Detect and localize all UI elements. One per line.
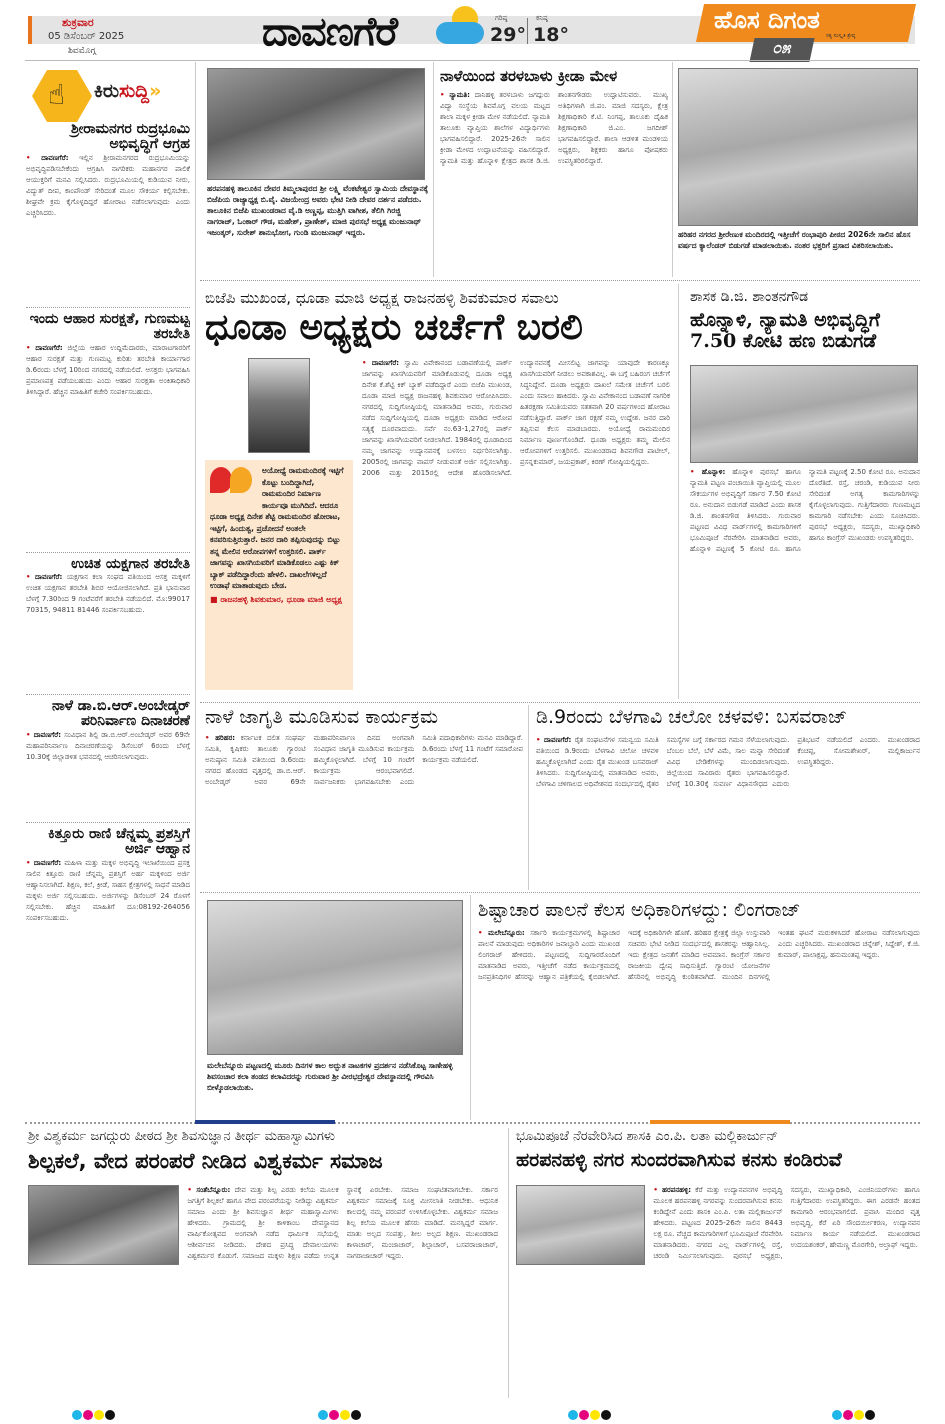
- brief-title: ಉಚಿತ ಯಕ್ಷಗಾನ ತರಬೇತಿ: [71, 555, 190, 572]
- quote-by: ರಾಜನಹಳ್ಳಿ ಶಿವಕುಮಾರ, ಧೂಡಾ ಮಾಜಿ ಅಧ್ಯಕ್ಷ: [220, 594, 343, 604]
- brief-item: [26, 557, 190, 690]
- brief-item: [26, 122, 190, 303]
- brief-dateline: • ದಾವಣಗೆರೆ:: [26, 859, 61, 867]
- brief-dateline: • ದಾವಣಗೆರೆ:: [26, 154, 69, 162]
- column-divider: [528, 705, 529, 890]
- story-headline: ಶಿಷ್ಟಾಚಾರ ಪಾಲನೆ ಕೆಲಸ ಅಧಿಕಾರಿಗಳದ್ದು: ಲಿಂಗರಾಜ್: [478, 899, 801, 921]
- kiru-suddi-list: [26, 122, 190, 1122]
- brief-dateline: • ದಾವಣಗೆರೆ:: [26, 731, 61, 739]
- quote-text: ಅಯೋಧ್ಯೆ ರಾಮಮಂದಿರಕ್ಕೆ ಇಟ್ಟಿಗೆ ಕೊಟ್ಟು ಬಂದಿದ್ದಾಗಿದೆ, ರಾಮಮಂದಿರ ನಿರ್ಮಾಣ ಕಾರ್ಯವೂ ಮುಗಿದಿದೆ. ಆದರೂ ಧೂಡಾ ಅಧ್ಯಕ್ಷ ದಿನೇಶ ಶೆಟ್ಟಿ ರಾಮಮಂದಿರ ಹೋರಾಟ, ಇಟ್ಟಿಗೆ, ಹಿಂದುತ್ವ, ಪ್ರಚೋದನೆ ಅಂತಲೇ ಕನವರಿಸುತ್ತಿರುತ್ತಾರೆ. ಜನರ ದಾರಿ ತಪ್ಪಿಸುವುದನ್ನು ಬಿಟ್ಟು ತನ್ನ ಮೇಲಿನ ಆರೋಪಗಳಿಗೆ ಉತ್ತರಿಸಲಿ. ಪಾರ್ಕ್ ಜಾಗವನ್ನು ಖಾಸಗಿಯವರಿಗೆ ಮಾಡಿಕೊಡಲು ಎಷ್ಟು ಕಿಕ್ ಬ್ಯಾಕ್ ಪಡೆದಿದ್ದಾರೆಂದು ಹೇಳಲಿ. ದಾಖಲೆಗಳಿಲ್ಲದೆ ಉಡಾಫೆ ಮಾತಾಡುವುದು ಬೇಡ.: [210, 466, 344, 590]
- lead-kicker: ಬಿಜೆಪಿ ಮುಖಂಡ, ಧೂಡಾ ಮಾಜಿ ಅಧ್ಯಕ್ಷ ರಾಜನಹಳ್ಳಿ ಶಿವಕುಮಾರ ಸವಾಲು: [205, 289, 559, 307]
- cmyk-registration-marks: [72, 1405, 116, 1424]
- column-divider: [672, 62, 673, 277]
- lead-dateline: • ದಾವಣಗೆರೆ:: [362, 359, 399, 367]
- quote-mark-icon: [210, 465, 262, 501]
- story-headline: ಹರಪನಹಳ್ಳಿ ನಗರ ಸುಂದರವಾಗಿಸುವ ಕನಸು ಕಂಡಿರುವೆ: [516, 1149, 842, 1171]
- max-temp: 29°: [490, 24, 526, 46]
- story-text: ದೇವ ಮತ್ತು ಶಿಲ್ಪ ಎರಡು ಕಲೆಯ ಮೂಲಕ ಜಗತ್ತಿಗೆ ಶಿಲ್ಪಕಲೆ ಹಾಗೂ ವೇದ ಪರಂಪರೆಯನ್ನು ನೀಡಿದ್ದು ವಿಶ್ವಕರ್ಮ ಸಮಾಜ ಎಂದು ಶ್ರೀ ಶಿವಸುಜ್ಞಾನ ತೀರ್ಥ ಮಹಾಸ್ವಾಮಿಗಳು ಹೇಳಿದರು. ಗ್ರಾಮದಲ್ಲಿ ಶ್ರೀ ಕಾಳಿಕಾಂಬ ದೇವಸ್ಥಾನದ ವಾರ್ಷಿಕೋತ್ಸವದ ಅಂಗವಾಗಿ ನಡೆದ ಧಾರ್ಮಿಕ ಸಭೆಯಲ್ಲಿ ಆಶೀರ್ವಚನ ನೀಡಿದರು. ದೇಶದ ಪ್ರಸಿದ್ಧ ದೇವಾಲಯಗಳು ವಿಶ್ವಕರ್ಮರ ಕೊಡುಗೆ. ಸಮಾಜದ ಮಕ್ಕಳು ಶಿಕ್ಷಣ ಪಡೆದು ಉನ್ನತ ಸ್ಥಾನಕ್ಕೆ ಏರಬೇಕು. ಸಮಾಜ ಸಂಘಟಿತವಾಗಬೇಕು. ಸರ್ಕಾರ ವಿಶ್ವಕರ್ಮ ಸಮಾಜಕ್ಕೆ ಸೂಕ್ತ ಮೀಸಲಾತಿ ನೀಡಬೇಕು. ಆಧುನಿಕ ಕಾಲದಲ್ಲಿ ನಮ್ಮ ಪರಂಪರೆ ಉಳಿಸಿಕೊಳ್ಳಬೇಕು. ವಿಶ್ವಕರ್ಮ ಸಮಾಜ ಶಿಲ್ಪ ಕಲೆಯ ಮೂಲಕ ಹೆಸರು ಮಾಡಿದೆ. ಮನಸ್ಸಿದ್ದರೆ ಮಾರ್ಗ. ಮಾತು ಅಲ್ಪದ ಸಂಪತ್ತು, ಶೀಲ ಅಲ್ಪದ ಶಿಕ್ಷಣ. ಮುಖಂಡರಾದ ಕಾಳಾಚಾರ್, ಮಂಜಾಚಾರ್, ಶಿಲ್ಪಾಚಾರ್, ಬಸವರಾಜಾಚಾರ್, ನಾಗರಾಜಾಚಾರ್ ಇದ್ದರು.: [187, 1186, 498, 1260]
- story-dateline: • ದಾವಣಗೆರೆ:: [536, 736, 571, 744]
- story-headline: ಡಿ.9ರಂದು ಬೆಳಗಾವಿ ಚಲೋ ಚಳವಳಿ: ಬಸವರಾಜ್: [536, 706, 848, 728]
- story-kicker: ಭೂಮಿಪೂಜೆ ನೆರವೇರಿಸಿದ ಶಾಸಕಿ ಎಂ.ಪಿ. ಲತಾ ಮಲ್ಲಿಕಾರ್ಜುನ್: [516, 1129, 778, 1144]
- temp-divider: [527, 18, 528, 44]
- story-text: ಕರ್ನಾಟಕ ದಲಿತ ಸಂಘರ್ಷ ಸಮಿತಿ, ಕೃಷಿಕರು ತಾಲೂಕು ಗ್ಯಾರಂಟಿ ಅನುಷ್ಠಾನ ಸಮಿತಿ ವತಿಯಿಂದ ಡಿ.6ರಂದು ನಗರದ ಹೊಂಡದ ವೃತ್ತದಲ್ಲಿ ಡಾ.ಬಿ.ಆರ್. ಅಂಬೇಡ್ಕರ್ ಅವರ 69ನೇ ಮಹಾಪರಿನಿರ್ವಾಣ ದಿನದ ಅಂಗವಾಗಿ ಸಂವಿಧಾನ ಜಾಗೃತಿ ಮೂಡಿಸುವ ಕಾರ್ಯಕ್ರಮ ಹಮ್ಮಿಕೊಳ್ಳಲಾಗಿದೆ. ಬೆಳಗ್ಗೆ 10 ಗಂಟೆಗೆ ಕಾರ್ಯಕ್ರಮ ಆರಂಭವಾಗಲಿದೆ. ಸಾರ್ವಜನಿಕರು ಭಾಗವಹಿಸಬೇಕು ಎಂದು ಸಮಿತಿ ಪದಾಧಿಕಾರಿಗಳು ಮನವಿ ಮಾಡಿದ್ದಾರೆ. ಡಿ.6ರಂದು ಬೆಳಗ್ಗೆ 11 ಗಂಟೆಗೆ ಸಮಾರೋಪ ಕಾರ್ಯಕ್ರಮ ನಡೆಯಲಿದೆ.: [205, 734, 523, 786]
- cmyk-registration-marks: [568, 1405, 612, 1424]
- brief-body: ಇಲ್ಲಿನ ಶ್ರೀರಾಮನಗರದ ರುದ್ರಭೂಮಿಯನ್ನು ಅಭಿವೃದ್ಧಿಪಡಿಸಬೇಕೆಂದು ಆಗ್ರಹಿಸಿ ನಾಗರಿಕರು ಮಹಾನಗರ ಪಾಲಿಕೆ ಆಯುಕ್ತರಿಗೆ ಮನವಿ ಸಲ್ಲಿಸಿದರು. ರುದ್ರಭೂಮಿಯಲ್ಲಿ ಕುಡಿಯುವ ನೀರು, ವಿದ್ಯುತ್ ದೀಪ, ಕಾಂಪೌಂಡ್ ಸೇರಿದಂತೆ ಮೂಲ ಸೌಕರ್ಯ ಕಲ್ಪಿಸಬೇಕು. ಶೀಘ್ರವೇ ಕ್ರಮ ಕೈಗೊಳ್ಳದಿದ್ದರೆ ಹೋರಾಟ ನಡೆಸಲಾಗುವುದು ಎಂದು ಎಚ್ಚರಿಸಿದರು.: [26, 153, 190, 217]
- story-text: ಹೊನ್ನಾಳಿ ಪುರಸಭೆ ಹಾಗೂ ನ್ಯಾಮತಿ ಪಟ್ಟಣ ಪಂಚಾಯಿತಿ ವ್ಯಾಪ್ತಿಯಲ್ಲಿ ಮೂಲ ಸೌಕರ್ಯಗಳ ಅಭಿವೃದ್ಧಿಗೆ ಸರ್ಕಾರ 7.50 ಕೋಟಿ ರೂ. ಅನುದಾನ ಬಿಡುಗಡೆ ಮಾಡಿದೆ ಎಂದು ಶಾಸಕ ಡಿ.ಜಿ. ಶಾಂತನಗೌಡ ತಿಳಿಸಿದರು. ಗುರುವಾರ ಪಟ್ಟಣದ ವಿವಿಧ ವಾರ್ಡ್‌ಗಳಲ್ಲಿ ಕಾಮಗಾರಿಗಳಿಗೆ ಭೂಮಿಪೂಜೆ ನೆರವೇರಿಸಿ ಮಾತನಾಡಿದ ಅವರು, ಹೊನ್ನಾಳಿ ಪಟ್ಟಣಕ್ಕೆ 5 ಕೋಟಿ ರೂ. ಹಾಗೂ ನ್ಯಾಮತಿ ಪಟ್ಟಣಕ್ಕೆ 2.50 ಕೋಟಿ ರೂ. ಅನುದಾನ ದೊರೆತಿದೆ. ರಸ್ತೆ, ಚರಂಡಿ, ಕುಡಿಯುವ ನೀರು ಸೇರಿದಂತೆ ಅಗತ್ಯ ಕಾಮಗಾರಿಗಳನ್ನು ಕೈಗೊಳ್ಳಲಾಗುವುದು. ಗುತ್ತಿಗೆದಾರರು ಗುಣಮಟ್ಟದ ಕಾಮಗಾರಿ ನಡೆಸಬೇಕು ಎಂದು ಸೂಚಿಸಿದರು. ಪುರಸಭೆ ಅಧ್ಯಕ್ಷರು, ಸದಸ್ಯರು, ಮುಖ್ಯಾಧಿಕಾರಿ ಹಾಗೂ ಕಾಂಗ್ರೆಸ್ ಮುಖಂಡರು ಉಪಸ್ಥಿತರಿದ್ದರು.: [690, 468, 920, 553]
- photo-caption: ಹರಿಹರ ನಗರದ ಶ್ರೀರೇಣುಕ ಮಂದಿರದಲ್ಲಿ ಇತ್ತೀಚೆಗೆ ರಂಭಾಪುರಿ ಪೀಠದ 2026ನೇ ಸಾಲಿನ ಹೊಸ ವರ್ಷದ ಕ್ಯಾಲೆಂಡರ್ ಬಿಡುಗಡೆ ಮಾಡಲಾಯಿತು. ನಂತರ ಭಕ್ತರಿಗೆ ಪ್ರಸಾದ ವಿತರಿಸಲಾಯಿತು.: [678, 230, 911, 250]
- pointing-hand-icon: ☝: [48, 78, 66, 111]
- story-text: ಸರ್ಕಾರಿ ಕಾರ್ಯಕ್ರಮಗಳಲ್ಲಿ ಶಿಷ್ಟಾಚಾರ ಪಾಲನೆ ಮಾಡುವುದು ಅಧಿಕಾರಿಗಳ ಜವಾಬ್ದಾರಿ ಎಂದು ಮುಖಂಡ ಲಿಂಗರಾಜ್ ಹೇಳಿದರು. ಪಟ್ಟಣದಲ್ಲಿ ಸುದ್ದಿಗಾರರೊಂದಿಗೆ ಮಾತನಾಡಿದ ಅವರು, ಇತ್ತೀಚೆಗೆ ನಡೆದ ಕಾರ್ಯಕ್ರಮದಲ್ಲಿ ಜನಪ್ರತಿನಿಧಿಗಳ ಹೆಸರನ್ನು ಆಹ್ವಾನ ಪತ್ರಿಕೆಯಲ್ಲಿ ಕೈಬಿಡಲಾಗಿದೆ. ಇದಕ್ಕೆ ಅಧಿಕಾರಿಗಳೇ ಹೊಣೆ. ಹರಿಹರ ಕ್ಷೇತ್ರಕ್ಕೆ ಜಿಲ್ಲಾ ಉಸ್ತುವಾರಿ ಸಚಿವರು ಭೇಟಿ ನೀಡಿದ ಸಂದರ್ಭದಲ್ಲಿ ಶಾಸಕರನ್ನು ಆಹ್ವಾನಿಸಿಲ್ಲ. ಇದು ಕ್ಷೇತ್ರದ ಜನತೆಗೆ ಮಾಡಿದ ಅವಮಾನ. ಕಾಂಗ್ರೆಸ್ ಸರ್ಕಾರ ರಾಜಕೀಯ ದ್ವೇಷ ಸಾಧಿಸುತ್ತಿದೆ. ಗ್ಯಾರಂಟಿ ಯೋಜನೆಗಳ ಹೆಸರಿನಲ್ಲಿ ಅಭಿವೃದ್ಧಿ ಕುಂಠಿತವಾಗಿದೆ. ಮುಂದಿನ ದಿನಗಳಲ್ಲಿ ಇಂತಹ ಘಟನೆ ಮರುಕಳಿಸಿದರೆ ಹೋರಾಟ ನಡೆಸಲಾಗುವುದು ಎಂದು ಎಚ್ಚರಿಸಿದರು. ಮುಖಂಡರಾದ ಚನ್ನೇಶ್, ಸಿದ್ದೇಶ್, ಕೆ.ಜಿ. ಕುಮಾರ್, ಪಾಲಾಕ್ಷಪ್ಪ, ಹನುಮಂತಪ್ಪ ಇದ್ದರು.: [478, 929, 920, 981]
- brief-title: ಶ್ರೀರಾಮನಗರ ರುದ್ರಭೂಮಿ ಅಭಿವೃದ್ಧಿಗೆ ಆಗ್ರಹ: [70, 122, 190, 153]
- seer-event-photo: [28, 1185, 179, 1265]
- story-dateline: • ಸಂತೆಬೆನ್ನೂರು:: [187, 1186, 230, 1194]
- brief-dateline: • ದಾವಣಗೆರೆ:: [26, 573, 62, 581]
- min-temp-label: ಕನಿಷ್ಠ: [536, 14, 548, 22]
- photo-caption: ಹರಪನಹಳ್ಳಿ ತಾಲೂಕಿನ ದೇವರ ತಿಮ್ಮಲಾಪುರದ ಶ್ರೀ ಲಕ್ಷ್ಮಿ ವೆಂಕಟೇಶ್ವರ ಸ್ವಾಮಿಯ ದೇವಸ್ಥಾನಕ್ಕೆ ಬಿಜೆಪಿಯ ರಾಜ್ಯಾಧ್ಯಕ್ಷ ಬಿ.ವೈ. ವಿಜಯೇಂದ್ರ ಅವರು ಭೇಟಿ ನೀಡಿ ದೇವರ ದರ್ಶನ ಪಡೆದರು. ತಾಲೂಕಿನ ಬಿಜೆಪಿ ಮುಖಂಡರಾದ ವೈ.ಡಿ ಅಣ್ಣಪ್ಪ, ಮುತ್ತಿಗಿ ವಾಗೀಶ, ತೆಲಿಗಿ ಗಿರಜ್ಜಿ ನಾಗರಾಜ್, ಓಂಕಾರ್ ಗೌಡ, ಮಹೇಶ್, ಪ್ರಾಣೇಶ್, ಮಾಜಿ ಪುರಸಭೆ ಅಧ್ಯಕ್ಷ ಮಂಜುನಾಥ್ ಇಜಂತ್ಕರ್, ಸುರೇಶ್ ಶಾನುಭೋಗ, ಗುಂಡಿ ಮಂಜುನಾಥ್ ಇದ್ದರು.: [207, 184, 429, 237]
- header-date: 05 ಡಿಸೆಂಬರ್ 2025: [48, 31, 125, 42]
- cloud-icon: [436, 22, 484, 44]
- brief-body: ಮಹಿಳಾ ಮತ್ತು ಮಕ್ಕಳ ಅಭಿವೃದ್ಧಿ ಇಲಾಖೆಯಿಂದ ಪ್ರಸಕ್ತ ಸಾಲಿನ ಕಿತ್ತೂರು ರಾಣಿ ಚೆನ್ನಮ್ಮ ಪ್ರಶಸ್ತಿಗೆ ಅರ್ಹ ಮಕ್ಕಳಿಂದ ಅರ್ಜಿ ಆಹ್ವಾನಿಸಲಾಗಿದೆ. ಶಿಕ್ಷಣ, ಕಲೆ, ಕ್ರೀಡೆ, ಸಾಹಸ ಕ್ಷೇತ್ರಗಳಲ್ಲಿ ಸಾಧನೆ ಮಾಡಿದ ಮಕ್ಕಳು ಅರ್ಜಿ ಸಲ್ಲಿಸಬಹುದು. ಅರ್ಜಿಗಳನ್ನು ಡಿಸೆಂಬರ್ 24 ರೊಳಗೆ ಸಲ್ಲಿಸಬೇಕು. ಹೆಚ್ಚಿನ ಮಾಹಿತಿಗೆ ದೂ:08192-264056 ಸಂಪರ್ಕಿಸಬಹುದು.: [26, 858, 190, 922]
- row-divider: [200, 280, 920, 281]
- story-headline: ನಾಳೆಯಿಂದ ತರಳಬಾಳು ಕ್ರೀಡಾ ಮೇಳ: [440, 67, 618, 85]
- row-divider: [200, 892, 920, 893]
- brief-title: ಕಿತ್ತೂರು ರಾಣಿ ಚೆನ್ನಮ್ಮ ಪ್ರಶಸ್ತಿಗೆ ಅರ್ಜಿ ಆಹ್ವಾನ: [48, 825, 190, 858]
- groundbreaking-photo: [690, 365, 918, 463]
- page-number: ೦೫: [749, 38, 814, 62]
- column-divider: [508, 1128, 509, 1398]
- story-headline: ನಾಳೆ ಜಾಗೃತಿ ಮೂಡಿಸುವ ಕಾರ್ಯಕ್ರಮ: [205, 706, 439, 728]
- kiru-suddi-title: ಕಿರುಸುದ್ದಿ»: [94, 80, 162, 102]
- column-divider: [433, 62, 434, 277]
- story-headline: ಹೊನ್ನಾಳಿ, ನ್ಯಾಮತಿ ಅಭಿವೃದ್ಧಿಗೆ 7.50 ಕೋಟಿ ಹಣ ಬಿಡುಗಡೆ: [690, 309, 880, 352]
- story-body: [690, 467, 920, 697]
- story-text: ದಾನಿಹಳ್ಳಿ ತರಳಬಾಳು ಜಗದ್ಗುರು ವಿದ್ಯಾ ಸಂಸ್ಥೆಯ ಶಿವಮೊಗ್ಗ ವಲಯ ಮಟ್ಟದ ಶಾಲಾ ಮಕ್ಕಳ ಕ್ರೀಡಾ ಮೇಳ ನಡೆಯಲಿದೆ. ನ್ಯಾಮತಿ ತಾಲೂಕು ವ್ಯಾಪ್ತಿಯ ಶಾಲೆಗಳ ವಿದ್ಯಾರ್ಥಿಗಳು ಭಾಗವಹಿಸಲಿದ್ದಾರೆ. 2025-26ನೇ ಸಾಲಿನ ಕ್ರೀಡಾ ಮೇಳದ ಉದ್ಘಾಟನೆಯನ್ನು ವಹಿಸಲಿದ್ದಾರೆ. ನ್ಯಾಮತಿ ಮತ್ತು ಹೊನ್ನಾಳಿ ಕ್ಷೇತ್ರದ ಶಾಸಕ ಡಿ.ಜಿ. ಶಾಂತನಗೌಡರು ಉದ್ಘಾಟಿಸುವರು. ಮುಖ್ಯ ಅತಿಥಿಗಳಾಗಿ ಜಿ.ಪಂ. ಮಾಜಿ ಸದಸ್ಯರು, ಕ್ಷೇತ್ರ ಶಿಕ್ಷಣಾಧಿಕಾರಿ ಕೆ.ಟಿ. ನಿಂಗಪ್ಪ, ತಾಲೂಕು ದೈಹಿಕ ಶಿಕ್ಷಣಾಧಿಕಾರಿ ಜಿ.ಎಂ. ಜಗದೀಶ್ ಭಾಗವಹಿಸಲಿದ್ದಾರೆ. ಶಾಲಾ ಆಡಳಿತ ಮಂಡಳಿಯ ಅಧ್ಯಕ್ಷರು, ಶಿಕ್ಷಕರು ಹಾಗೂ ಪೋಷಕರು ಉಪಸ್ಥಿತರಿರಲಿದ್ದಾರೆ.: [440, 91, 668, 165]
- story-body: [205, 733, 523, 888]
- story-body: [28, 1185, 498, 1397]
- max-temp-label: ಗರಿಷ್ಠ: [495, 14, 508, 22]
- story-headline: ಶಿಲ್ಪಕಲೆ, ವೇದ ಪರಂಪರೆ ನೀಡಿದ ವಿಶ್ವಕರ್ಮ ಸಮಾಜ: [28, 1149, 383, 1173]
- story-kicker: ಶ್ರೀ ವಿಶ್ವಕರ್ಮ ಜಗದ್ಗುರು ಪೀಠದ ಶ್ರೀ ಶಿವಸುಜ್ಞಾನ ತೀರ್ಥ ಮಹಾಸ್ವಾಮಿಗಳು: [28, 1129, 336, 1144]
- lead-text: ಸ್ವಾಮಿ ವಿವೇಕಾನಂದ ಬಡಾವಣೆಯಲ್ಲಿ ಪಾರ್ಕ್ ಜಾಗವನ್ನು ಖಾಸಗಿಯವರಿಗೆ ಮಾಡಿಕೊಡುವಲ್ಲಿ ದೂಡಾ ಅಧ್ಯಕ್ಷ ದಿನೇಶ ಕೆ.ಶೆಟ್ಟಿ ಕಿಕ್ ಬ್ಯಾಕ್ ಪಡೆದಿದ್ದಾರೆ ಎಂದು ಬಿಜೆಪಿ ಮುಖಂಡ, ದೂಡಾ ಮಾಜಿ ಅಧ್ಯಕ್ಷ ರಾಜನಹಳ್ಳಿ ಶಿವಕುಮಾರ ಆರೋಪಿಸಿದರು. ನಗರದಲ್ಲಿ ಸುದ್ದಿಗೋಷ್ಠಿಯಲ್ಲಿ ಮಾತನಾಡಿದ ಅವರು, ಗುರುವಾರ ನಡೆದ ಸುದ್ದಿಗೋಷ್ಠಿಯಲ್ಲಿ ದೂಡಾ ಅಧ್ಯಕ್ಷರು ಮಾಡಿದ ಆರೋಪ ಸತ್ಯಕ್ಕೆ ದೂರವಾದುದು. ಸರ್ವೆ ನಂ.63-1,27ರಲ್ಲಿ ಪಾರ್ಕ್ ಜಾಗವನ್ನು ಖಾಸಗಿಯವರಿಗೆ ನೀಡಲಾಗಿದೆ. 1984ರಲ್ಲಿ ಧೂಡಾದಿಂದ ನಮ್ಮ ಜಾಗವನ್ನು ಉದ್ಯಾನವನಕ್ಕೆ ಬಳಸಲು ನಿರ್ಧರಿಸಲಾಗಿತ್ತು. 2005ರಲ್ಲಿ ಜಾಗವನ್ನು ವಾಪಸ್ ನೀಡುವಂತೆ ಅರ್ಜಿ ಸಲ್ಲಿಸಲಾಗಿತ್ತು. 2006 ಮತ್ತು 2015ರಲ್ಲಿ ಆದೇಶ ಹೊರಡಿಸಲಾಗಿದೆ. ಉದ್ಯಾನವನಕ್ಕೆ ಮೀಸಲಿಟ್ಟ ಜಾಗವನ್ನು ಯಾವುದೇ ಕಾರಣಕ್ಕೂ ಖಾಸಗಿಯವರಿಗೆ ನೀಡಲು ಅವಕಾಶವಿಲ್ಲ. ಈ ಬಗ್ಗೆ ಬಹಿರಂಗ ಚರ್ಚೆಗೆ ಸಿದ್ಧನಿದ್ದೇನೆ. ದೂಡಾ ಅಧ್ಯಕ್ಷರು ದಾಖಲೆ ಸಮೇತ ಚರ್ಚೆಗೆ ಬರಲಿ ಎಂದು ಸವಾಲು ಹಾಕಿದರು. ಸ್ವಾಮಿ ವಿವೇಕಾನಂದ ಬಡಾವಣೆ ನಾಗರಿಕ ಹಿತರಕ್ಷಣಾ ಸಮಿತಿಯವರು ಸತತವಾಗಿ 20 ವರ್ಷಗಳಿಂದ ಹೋರಾಟ ನಡೆಸುತ್ತಿದ್ದಾರೆ. ಪಾರ್ಕ್ ಜಾಗ ರಕ್ಷಣೆ ನಮ್ಮ ಉದ್ದೇಶ. ಜನರ ದಾರಿ ತಪ್ಪಿಸುವ ಕೆಲಸ ಮಾಡಬಾರದು. ಅಯೋಧ್ಯೆ ರಾಮಮಂದಿರ ನಿರ್ಮಾಣ ಪೂರ್ಣಗೊಂಡಿದೆ. ಧೂಡಾ ಅಧ್ಯಕ್ಷರು ತಮ್ಮ ಮೇಲಿನ ಆರೋಪಗಳಿಗೆ ಉತ್ತರಿಸಲಿ. ಮುಖಂಡರಾದ ಶಿವನಗೌಡ ಪಾಟೀಲ್, ಪ್ರಸನ್ನಕುಮಾರ್, ಜಯಪ್ರಕಾಶ್, ಕಿರಣ್ ಗೋಷ್ಠಿಯಲ್ಲಿದ್ದರು.: [362, 359, 670, 477]
- story-dateline: • ನ್ಯಾಮತಿ:: [440, 91, 470, 99]
- portrait-photo: [248, 358, 310, 453]
- quote-attribution: ■ ರಾಜನಹಳ್ಳಿ ಶಿವಕುಮಾರ, ಧೂಡಾ ಮಾಜಿ ಅಧ್ಯಕ್ಷ: [210, 594, 343, 604]
- photo-caption: ಮಲೇಬೆನ್ನೂರು ಪಟ್ಟಣದಲ್ಲಿ ಮೂರು ದಿನಗಳ ಕಾಲ ಅದ್ಭುತ ನಾಟಕಗಳ ಪ್ರದರ್ಶನ ನಡೆಸಿಕೊಟ್ಟ ಸಾಣೇಹಳ್ಳಿ ಶಿವಸಂಚಾರ ಕಲಾ ತಂಡದ ಕಲಾವಿದರನ್ನು ಗುರುವಾರ ಶ್ರೀ ವೀರಭದ್ರೇಶ್ವರ ದೇವಸ್ಥಾನದಲ್ಲಿ ಗೌರವಿಸಿ ಬೀಳ್ಕೊಡಲಾಯಿತು.: [207, 1061, 453, 1092]
- column-divider: [195, 62, 196, 1122]
- calendar-release-photo: [678, 68, 918, 226]
- temple-group-photo: [207, 900, 463, 1055]
- suddi-label: ಸುದ್ದಿ: [119, 80, 150, 102]
- hosa-diganta-logo: ಹೊಸ ದಿಗಂತ: [714, 6, 820, 34]
- story-body: [516, 1185, 920, 1397]
- story-kicker: ಶಾಸಕ ಡಿ.ಜಿ. ಶಾಂತನಗೌಡ: [690, 289, 809, 305]
- quote-box: [205, 460, 353, 690]
- brief-item: [26, 827, 190, 1118]
- brief-item: [26, 699, 190, 818]
- temple-visit-photo: [207, 68, 425, 180]
- cmyk-registration-marks: [318, 1405, 362, 1424]
- blue-accent-bar: [195, 1120, 335, 1124]
- brief-body: ಸಂವಿಧಾನ ಶಿಲ್ಪಿ ಡಾ.ಬಿ.ಆರ್.ಅಂಬೇಡ್ಕರ್ ಅವರ 69ನೇ ಮಹಾಪರಿನಿರ್ವಾಣ ದಿನಾಚರಣೆಯನ್ನು ಡಿಸೆಂಬರ್ 6ರಂದು ಬೆಳಗ್ಗೆ 10.30ಕ್ಕೆ ಜಿಲ್ಲಾಡಳಿತ ಭವನದಲ್ಲಿ ಆಚರಿಸಲಾಗುವುದು.: [26, 730, 190, 761]
- story-body: [536, 735, 920, 888]
- lead-body: [362, 358, 670, 698]
- brief-dateline: • ದಾವಣಗೆರೆ:: [26, 344, 63, 352]
- story-text: ರೈತ ಸಂಘಟನೆಗಳ ಸಮನ್ವಯ ಸಮಿತಿ ವತಿಯಿಂದ ಡಿ.9ರಂದು ಬೆಳಗಾವಿ ಚಲೋ ಚಳವಳಿ ಹಮ್ಮಿಕೊಳ್ಳಲಾಗಿದೆ ಎಂದು ರೈತ ಮುಖಂಡ ಬಸವರಾಜ್ ತಿಳಿಸಿದರು. ಸುದ್ದಿಗೋಷ್ಠಿಯಲ್ಲಿ ಮಾತನಾಡಿದ ಅವರು, ಬೆಳಗಾವಿ ಚಳಿಗಾಲದ ಅಧಿವೇಶನದ ಸಂದರ್ಭದಲ್ಲಿ ರೈತರ ಸಮಸ್ಯೆಗಳ ಬಗ್ಗೆ ಸರ್ಕಾರದ ಗಮನ ಸೆಳೆಯಲಾಗುವುದು. ಬೆಂಬಲ ಬೆಲೆ, ಬೆಳೆ ವಿಮೆ, ಸಾಲ ಮನ್ನಾ ಸೇರಿದಂತೆ ವಿವಿಧ ಬೇಡಿಕೆಗಳನ್ನು ಮುಂದಿಡಲಾಗುವುದು. ಜಿಲ್ಲೆಯಿಂದ ಸಾವಿರಾರು ರೈತರು ಭಾಗವಹಿಸಲಿದ್ದಾರೆ. ಬೆಳಗ್ಗೆ 10.30ಕ್ಕೆ ಸುವರ್ಣ ವಿಧಾನಸೌಧದ ಎದುರು ಪ್ರತಿಭಟನೆ ನಡೆಯಲಿದೆ ಎಂದರು. ಮುಖಂಡರಾದ ಕೆಂಚಪ್ಪ, ಸೋಮಶೇಖರ್, ಮಲ್ಲಿಕಾರ್ಜುನ ಉಪಸ್ಥಿತರಿದ್ದರು.: [536, 736, 920, 788]
- kiru-label: ಕಿರು: [94, 80, 119, 102]
- harapanahalli-photo: [516, 1185, 645, 1265]
- masthead-title: ದಾವಣಗೆರೆ: [262, 8, 397, 55]
- brief-body: ಜಿಲ್ಲೆಯ ಆಹಾರ ಉದ್ದಿಮೆದಾರರು, ಮಾರಾಟಗಾರರಿಗೆ ಆಹಾರ ಸುರಕ್ಷತೆ ಮತ್ತು ಗುಣಮಟ್ಟ ಕುರಿತು ತರಬೇತಿ ಕಾರ್ಯಾಗಾರ ಡಿ.6ರಂದು ಬೆಳಗ್ಗೆ 10ರಿಂದ ನಗರದಲ್ಲಿ ನಡೆಯಲಿದೆ. ಆಸಕ್ತರು ಭಾಗವಹಿಸಿ ಪ್ರಮಾಣಪತ್ರ ಪಡೆಯಬಹುದು ಎಂದು ಆಹಾರ ಸುರಕ್ಷತಾ ಅಂಕಿತಾಧಿಕಾರಿ ತಿಳಿಸಿದ್ದಾರೆ. ಹೆಚ್ಚಿನ ಮಾಹಿತಿಗೆ ಕಚೇರಿ ಸಂಪರ್ಕಿಸಬಹುದು.: [26, 343, 190, 396]
- row-divider: [200, 702, 920, 703]
- column-divider: [470, 895, 471, 1120]
- story-body: [440, 90, 668, 272]
- logo-tagline: ಸತ್ಯ ಸಂಸ್ಕೃತಿ ಶ್ರೇಷ್ಠ: [826, 33, 856, 39]
- story-dateline: • ಹರಪನಹಳ್ಳಿ:: [653, 1186, 691, 1194]
- story-dateline: • ಮಲೇಬೆನ್ನೂರು:: [478, 929, 525, 937]
- orange-accent-bar: [650, 1120, 790, 1124]
- brief-title: ಇಂದು ಆಹಾರ ಸುರಕ್ಷತೆ, ಗುಣಮಟ್ಟ ತರಬೇತಿ: [29, 310, 190, 343]
- brief-item: [26, 312, 190, 548]
- lead-headline: ಧೂಡಾ ಅಧ್ಯಕ್ಷರು ಚರ್ಚೆಗೆ ಬರಲಿ: [205, 306, 583, 348]
- header-rule: [25, 60, 920, 61]
- column-divider: [678, 284, 679, 699]
- cmyk-registration-marks: [832, 1405, 876, 1424]
- brief-body: ಯಕ್ಷಗಾನ ಕಲಾ ಸಂಘದ ವತಿಯಿಂದ ಆಸಕ್ತ ಮಕ್ಕಳಿಗೆ ಉಚಿತ ಯಕ್ಷಗಾನ ತರಬೇತಿ ಶಿಬಿರ ಆಯೋಜಿಸಲಾಗಿದೆ. ಪ್ರತಿ ಭಾನುವಾರ ಬೆಳಗ್ಗೆ 7.30ರಿಂದ 9 ಗಂಟೆವರೆಗೆ ತರಬೇತಿ ನಡೆಯಲಿದೆ. ಮೊ:99017 70315, 94811 81446 ಸಂಪರ್ಕಿಸಬಹುದು.: [26, 572, 190, 614]
- min-temp: 18°: [533, 24, 569, 46]
- story-dateline: • ಹೊನ್ನಾಳಿ:: [690, 468, 725, 476]
- header-day: ಶುಕ್ರವಾರ: [62, 16, 94, 29]
- edition-city: ಶಿವಮೊಗ್ಗ: [68, 46, 96, 56]
- brief-title: ನಾಳೆ ಡಾ.ಬಿ.ಆರ್.ಅಂಬೇಡ್ಕರ್ ಪರಿನಿರ್ವಾಣ ದಿನಾಚರಣೆ: [52, 697, 190, 730]
- story-dateline: • ಹರಿಹರ:: [205, 734, 235, 742]
- story-text: ಕೆರೆ ಮತ್ತು ಉದ್ಯಾನವನಗಳ ಅಭಿವೃದ್ಧಿ ಮೂಲಕ ಹರಪನಹಳ್ಳಿ ನಗರವನ್ನು ಸುಂದರವಾಗಿಸುವ ಕನಸು ಕಂಡಿದ್ದೇನೆ ಎಂದು ಶಾಸಕಿ ಎಂ.ಪಿ. ಲತಾ ಮಲ್ಲಿಕಾರ್ಜುನ್ ಹೇಳಿದರು. ಪಟ್ಟಣದ 2025-26ನೇ ಸಾಲಿನ 8443 ಲಕ್ಷ ರೂ. ವೆಚ್ಚದ ಕಾಮಗಾರಿಗಳಿಗೆ ಭೂಮಿಪೂಜೆ ನೆರವೇರಿಸಿ ಮಾತನಾಡಿದರು. ನಗರದ ಎಲ್ಲ ವಾರ್ಡ್‌ಗಳಲ್ಲಿ ರಸ್ತೆ, ಚರಂಡಿ ನಿರ್ಮಿಸಲಾಗುವುದು. ಪುರಸಭೆ ಅಧ್ಯಕ್ಷರು, ಸದಸ್ಯರು, ಮುಖ್ಯಾಧಿಕಾರಿ, ಎಂಜಿನಿಯರ್‌ಗಳು ಹಾಗೂ ಗುತ್ತಿಗೆದಾರರು ಉಪಸ್ಥಿತರಿದ್ದರು. ಈಗ ಎರಡನೇ ಹಂತದ ಕಾಮಗಾರಿ ಆರಂಭವಾಗಲಿದೆ. ಪ್ರವಾಸಿ ಮಂದಿರ ವೃತ್ತ ಅಭಿವೃದ್ಧಿ, ಕೆರೆ ಏರಿ ಸೌಂದರ್ಯೀಕರಣ, ಉದ್ಯಾನವನ ನಿರ್ಮಾಣ ಕಾರ್ಯ ನಡೆಯಲಿದೆ. ಮುಖಂಡರಾದ ಉದಯಶಂಕರ್, ಹೇಮಣ್ಣ ಮೊರಗೇರಿ, ಅಲ್ತಾಫ್ ಇದ್ದರು.: [653, 1186, 920, 1260]
- story-body: [478, 928, 920, 1118]
